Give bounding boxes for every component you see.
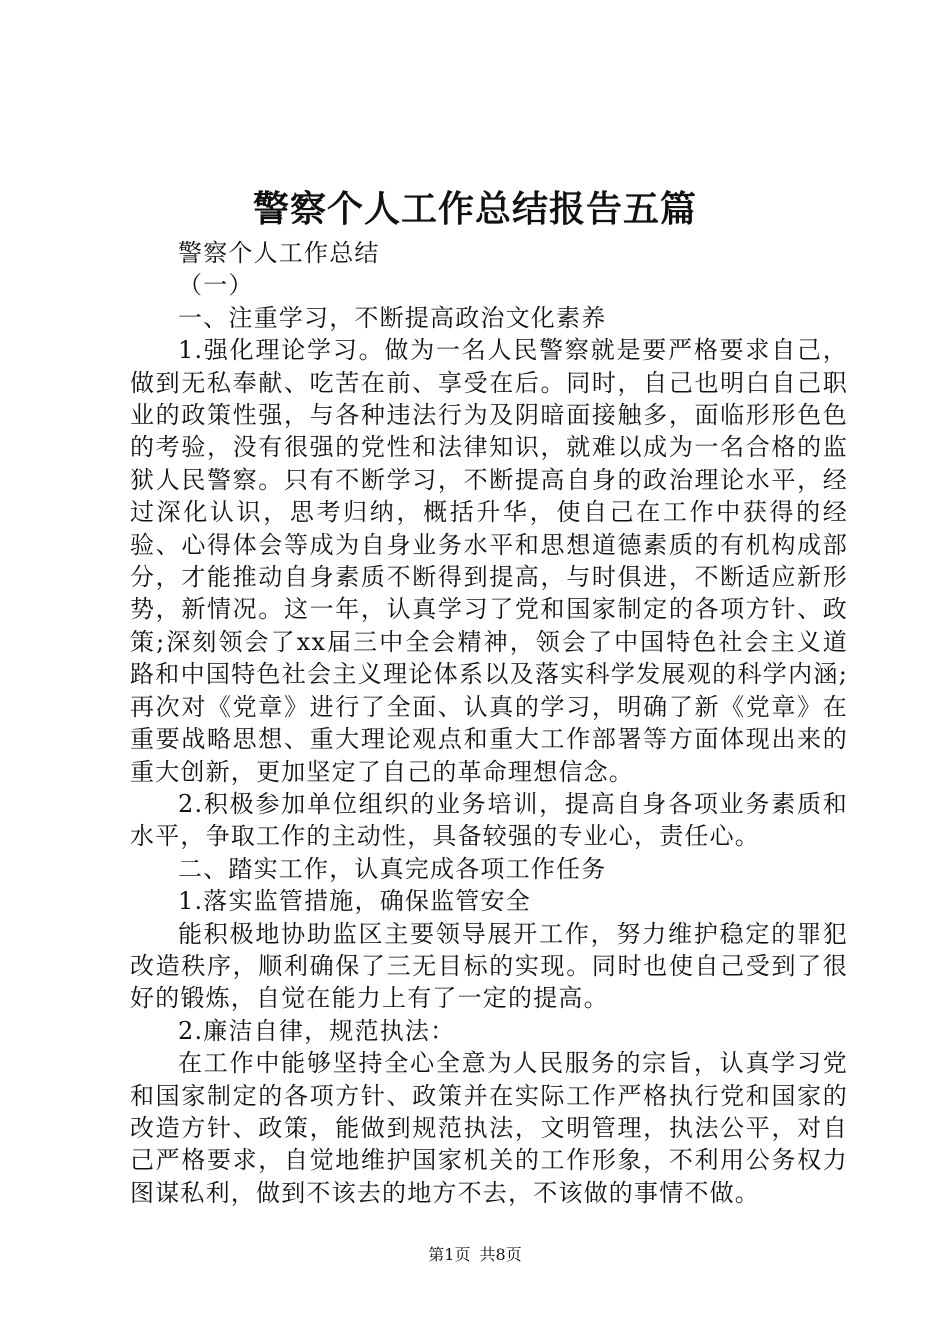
page-number: 第1页 [428,1245,471,1264]
section-heading-2: 二、踏实工作，认真完成各项工作任务 [178,854,607,883]
part-marker: （一） [178,271,254,300]
paragraph-theory-study: 1.强化理论学习。做为一名人民警察就是要严格要求自己，做到无私奉献、吃苦在前、享受在后。同时，自己也明白自己职业的政策性强，与各种违法行为及阴暗面接触多，面临形形色色的考验，没有很强的党性和法律知识，就难以成为一名合格的监狱人民警察。只有不断学习，不断提高自身的政治理论水平，经过深化认识，思考归纳，概括升华，使自己在工作中获得的经验、心得体会等成为自身业务水平和思想道德素质的有机构成部分，才能推动自身素质不断得到提高，与时俱进，不断适应新形势，新情况。这一年，认真学习了党和国家制定的各项方针、政策;深刻领会了xx届三中全会精神，领会了中国特色社会主义道路和中国特色社会主义理论体系以及落实科学发展观的科学内涵;再次对《党章》进行了全面、认真的学习，明确了新《党章》在重要战略思想、重大理论观点和重大工作部署等方面体现出来的重大创新，更加坚定了自己的革命理想信念。 [130,336,848,786]
page-footer [0,1245,950,1265]
document-title: 警察个人工作总结报告五篇 [252,188,697,230]
section-heading-1: 一、注重学习，不断提高政治文化素养 [178,303,607,332]
paragraph-training: 2.积极参加单位组织的业务培训，提高自身各项业务素质和水平，争取工作的主动性，具备较强的专业心，责任心。 [130,789,848,851]
paragraph-integrity: 在工作中能够坚持全心全意为人民服务的宗旨，认真学习党和国家制定的各项方针、政策并在实际工作严格执行党和国家的改造方针、政策，能做到规范执法，文明管理，执法公平，对自己严格要求，自觉地维护国家机关的工作形象，不利用公务权力图谋私利，做到不该去的地方不去，不该做的事情不做。 [130,1049,848,1207]
subheading-integrity: 2.廉洁自律，规范执法： [178,1016,456,1045]
section-subtitle: 警察个人工作总结 [178,239,380,267]
document-body [130,237,848,1209]
paragraph-supervision: 能积极地协助监区主要领导展开工作，努力维护稳定的罪犯改造秩序，顺利确保了三无目标的实现。同时也使自己受到了很好的锻炼，自觉在能力上有了一定的提高。 [130,919,848,1013]
subheading-supervision: 1.落实监管措施，确保监管安全 [178,887,531,916]
page-total: 共8页 [479,1245,522,1264]
